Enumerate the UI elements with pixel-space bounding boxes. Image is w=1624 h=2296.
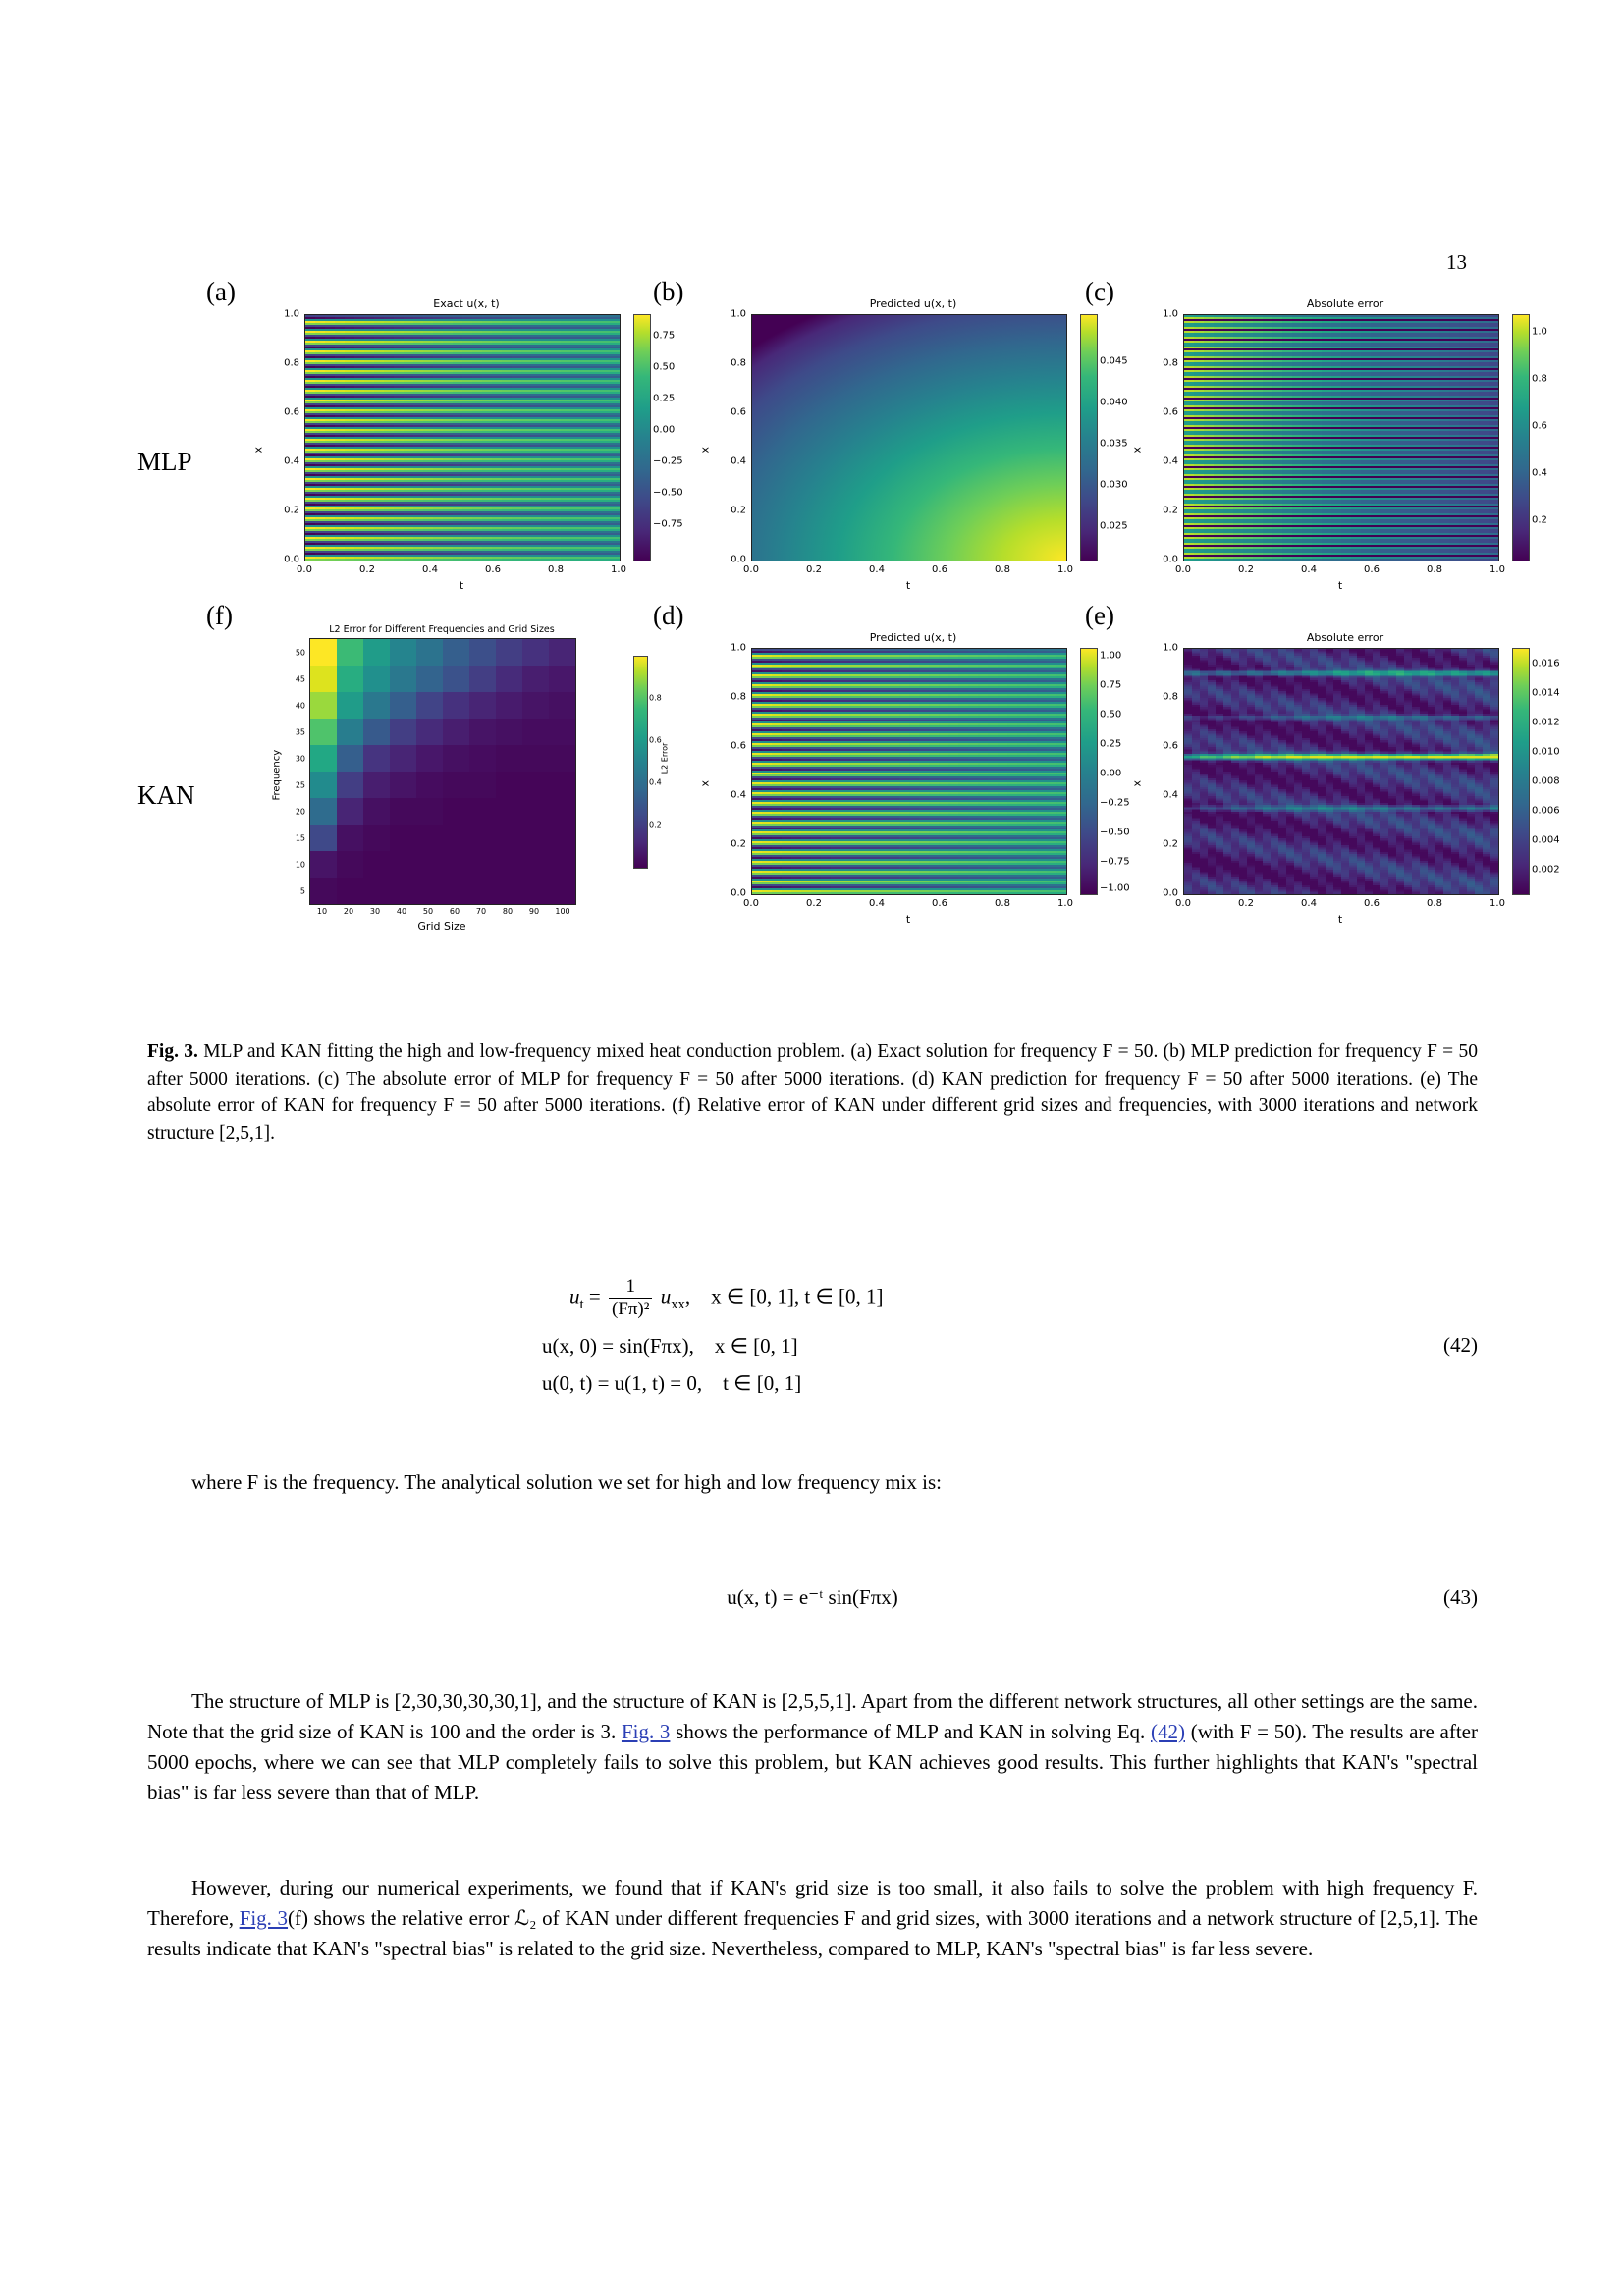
plot-f-ytick-4: 25: [295, 780, 305, 790]
plot-f-xtick-0: 10: [316, 907, 328, 916]
equation-43-body: u(x, t) = e⁻ᵗ sin(Fπx): [727, 1585, 898, 1609]
page-number: 13: [1446, 250, 1467, 274]
figure-caption-text: MLP and KAN fitting the high and low-frequency mixed heat conduction problem. (a) Exact solution for frequency F = 50. (b) MLP prediction for frequency F = 50 after 5000 iterations. (c) The absolute error of MLP for frequency F = 50 after 5000 iterations. (d) KAN prediction for frequency F = 50 after 5000 iterations. (e) The absolute error of KAN for frequency F = 50 after 5000 iterations. (f) Relative error of KAN under different grid sizes and frequencies, with 3000 iterations and network structure [2,5,1].: [147, 1041, 1478, 1145]
plot-a-xlabel: t: [459, 579, 464, 592]
plot-c-ctick-2: 0.6: [1532, 420, 1547, 432]
plot-f-ytick-7: 40: [295, 701, 305, 711]
paragraph-gridsize-a: However, during our numerical experiments, we found that if KAN's grid size is too small, it also fails to solve the problem with high frequency F. Therefore,: [147, 1876, 1478, 1930]
plot-d-ctick-3: 0.25: [1100, 738, 1122, 750]
plot-a-heatmap: [305, 315, 620, 561]
plot-f-ytick-5: 30: [295, 754, 305, 764]
panel-letter-e: (e): [1085, 601, 1114, 630]
equation-42-line-1: $u_t$ = $\frac{1}{\text{(Fπ)²}}$ $u_{xx}$, x ∈ [0, 1], t ∈ [0, 1]: [569, 1276, 884, 1319]
panel-letter-d: (d): [653, 601, 684, 630]
plot-a-ctick-6: −0.75: [653, 518, 683, 530]
plot-b-xtick-0: 0.0: [743, 564, 759, 575]
plot-d-ctick-8: −1.00: [1100, 882, 1130, 894]
plot-d-ytick-3: 0.6: [731, 740, 746, 752]
plot-f-xtick-2: 30: [369, 907, 381, 916]
plot-a-ctick-5: −0.50: [653, 487, 683, 499]
plot-b-xlabel: t: [905, 579, 911, 592]
plot-c-axes: [1183, 314, 1499, 561]
plot-f-heatmap: [310, 639, 575, 904]
plot-b-xtick-4: 0.8: [995, 564, 1010, 575]
plot-a-xtick-0: 0.0: [297, 564, 312, 575]
plot-c-xtick-1: 0.2: [1238, 564, 1254, 575]
plot-b-ytick-4: 0.8: [731, 357, 746, 369]
plot-d-ytick-5: 1.0: [731, 642, 746, 654]
plot-b-ctick-4: 0.025: [1100, 520, 1128, 532]
plot-d-ytick-4: 0.8: [731, 691, 746, 703]
plot-e-ctick-5: 0.006: [1532, 805, 1560, 817]
plot-c-title: Absolute error: [1306, 297, 1384, 310]
plot-c-xtick-5: 1.0: [1489, 564, 1505, 575]
plot-a-xtick-2: 0.4: [422, 564, 438, 575]
plot-f-ytick-2: 15: [295, 833, 305, 843]
plot-f-axes: [309, 638, 576, 905]
plot-e-ctick-0: 0.016: [1532, 658, 1560, 669]
plot-e-ctick-7: 0.002: [1532, 864, 1560, 876]
plot-d-title: Predicted u(x, t): [869, 631, 957, 644]
equation-42-number: (42): [1443, 1333, 1478, 1357]
plot-b-ytick-5: 1.0: [731, 308, 746, 320]
plot-d-ctick-1: 0.75: [1100, 679, 1122, 691]
plot-b-colorbar: [1080, 314, 1098, 561]
plot-c-ctick-0: 1.0: [1532, 326, 1547, 338]
plot-f-title: L2 Error for Different Frequencies and Grid Sizes: [329, 624, 555, 635]
plot-b-xtick-1: 0.2: [806, 564, 822, 575]
plot-f-ctick-1: 0.6: [649, 735, 662, 745]
plot-e-ctick-4: 0.008: [1532, 775, 1560, 787]
plot-b-ylabel: x: [698, 446, 712, 454]
plot-c-ctick-1: 0.8: [1532, 373, 1547, 385]
plot-a-ctick-4: −0.25: [653, 455, 683, 467]
plot-b-xtick-3: 0.6: [932, 564, 947, 575]
plot-c-ytick-1: 0.2: [1163, 505, 1178, 516]
plot-a-xtick-3: 0.6: [485, 564, 501, 575]
plot-b-ctick-2: 0.035: [1100, 438, 1128, 450]
panel-letter-f: (f): [206, 601, 233, 630]
plot-b: [697, 297, 1129, 599]
plot-a-ctick-0: 0.75: [653, 330, 676, 342]
plot-b-ctick-3: 0.030: [1100, 479, 1128, 491]
plot-a-ytick-3: 0.6: [284, 406, 299, 418]
plot-f-ytick-1: 10: [295, 860, 305, 870]
plot-e-colorbar: [1512, 648, 1530, 895]
plot-e-xtick-2: 0.4: [1301, 898, 1317, 909]
paragraph-structure-c: (with F = 50). The results are after 5000 epochs, where we can see that MLP completely fails to solve this problem, but KAN achieves good results. This further highlights that KAN's "spectral bias" is far less severe than that of MLP.: [147, 1719, 1478, 1804]
plot-a-xtick-4: 0.8: [548, 564, 564, 575]
plot-c-xtick-0: 0.0: [1175, 564, 1191, 575]
row-label-kan: KAN: [137, 780, 195, 810]
equation-42-fraction-numerator: 1: [609, 1276, 653, 1299]
plot-a-colorbar: [633, 314, 651, 561]
plot-c-ylabel: x: [1130, 446, 1144, 454]
plot-b-title: Predicted u(x, t): [869, 297, 957, 310]
plot-e-ctick-2: 0.012: [1532, 717, 1560, 728]
equation-42-fraction: [609, 1276, 653, 1321]
plot-f-colorbar: [633, 656, 648, 869]
plot-a-ytick-4: 0.8: [284, 357, 299, 369]
link-fig-3-first[interactable]: Fig. 3: [621, 1719, 671, 1743]
plot-e-xtick-0: 0.0: [1175, 898, 1191, 909]
paragraph-where-f: [147, 1468, 1478, 1498]
plot-e-axes: [1183, 648, 1499, 895]
plot-c-colorbar-labels: [1532, 314, 1591, 560]
panel-letter-b: (b): [653, 277, 684, 306]
plot-d-xtick-2: 0.4: [869, 898, 885, 909]
plot-d-ctick-5: −0.25: [1100, 797, 1130, 809]
plot-f-xtick-7: 80: [502, 907, 514, 916]
plot-e-ylabel: x: [1130, 779, 1144, 787]
plot-f-xtick-3: 40: [396, 907, 407, 916]
plot-b-xtick-5: 1.0: [1057, 564, 1073, 575]
plot-f-ytick-3: 20: [295, 807, 305, 817]
plot-e-ytick-5: 1.0: [1163, 642, 1178, 654]
plot-d-xtick-0: 0.0: [743, 898, 759, 909]
figure-3: [137, 277, 1560, 972]
plot-b-ytick-3: 0.6: [731, 406, 746, 418]
paragraph-where-f-text: where F is the frequency. The analytical solution we set for high and low frequency mix is:: [191, 1470, 942, 1494]
plot-d-xlabel: t: [905, 913, 911, 926]
plot-d-ytick-0: 0.0: [731, 887, 746, 899]
plot-e-xtick-5: 1.0: [1489, 898, 1505, 909]
plot-e-ytick-4: 0.8: [1163, 691, 1178, 703]
plot-f-ytick-8: 45: [295, 674, 305, 684]
equation-43-number: (43): [1443, 1585, 1478, 1609]
plot-a-ctick-3: 0.00: [653, 424, 676, 436]
plot-e-colorbar-labels: [1532, 648, 1591, 893]
plot-c-ytick-5: 1.0: [1163, 308, 1178, 320]
plot-d-ctick-0: 1.00: [1100, 650, 1122, 662]
plot-f-ytick-0: 5: [299, 886, 305, 896]
plot-d-xtick-5: 1.0: [1057, 898, 1073, 909]
plot-d-ctick-7: −0.75: [1100, 856, 1130, 868]
plot-a-ytick-1: 0.2: [284, 505, 299, 516]
paragraph-gridsize: [147, 1873, 1478, 1964]
plot-a-ctick-1: 0.50: [653, 361, 676, 373]
plot-e-ctick-1: 0.014: [1532, 687, 1560, 699]
link-eq-42[interactable]: (42): [1151, 1719, 1185, 1743]
plot-f-ctick-3: 0.2: [649, 820, 662, 829]
plot-f-xtick-9: 100: [555, 907, 570, 916]
plot-a-ytick-2: 0.4: [284, 455, 299, 467]
plot-d-xtick-3: 0.6: [932, 898, 947, 909]
plot-a-axes: [304, 314, 621, 561]
plot-c-ytick-2: 0.4: [1163, 455, 1178, 467]
plot-d-colorbar: [1080, 648, 1098, 895]
equation-42-block: [147, 1276, 1478, 1409]
plot-d-ctick-4: 0.00: [1100, 768, 1122, 779]
plot-c-ctick-4: 0.2: [1532, 514, 1547, 526]
plot-b-axes: [751, 314, 1067, 561]
plot-b-ytick-1: 0.2: [731, 505, 746, 516]
plot-f-xtick-1: 20: [343, 907, 354, 916]
figure-caption: [147, 1039, 1478, 1148]
plot-d-ctick-2: 0.50: [1100, 709, 1122, 721]
panel-letter-c: (c): [1085, 277, 1114, 306]
plot-b-xtick-2: 0.4: [869, 564, 885, 575]
plot-f-xtick-5: 60: [449, 907, 460, 916]
plot-d-axes: [751, 648, 1067, 895]
plot-f-colorbar-label: L2 Error: [660, 742, 670, 774]
plot-a-ylabel: x: [251, 446, 265, 454]
plot-b-ctick-0: 0.045: [1100, 355, 1128, 367]
plot-c-ytick-4: 0.8: [1163, 357, 1178, 369]
plot-a: [250, 297, 683, 599]
plot-b-ctick-1: 0.040: [1100, 397, 1128, 408]
plot-f-xtick-4: 50: [422, 907, 434, 916]
plot-d: [697, 631, 1130, 933]
plot-a-ytick-0: 0.0: [284, 554, 299, 565]
plot-e-xtick-1: 0.2: [1238, 898, 1254, 909]
paragraph-structure: [147, 1686, 1478, 1807]
equation-42-line-1-domain: , x ∈ [0, 1], t ∈ [0, 1]: [684, 1284, 884, 1308]
plot-a-ytick-5: 1.0: [284, 308, 299, 320]
plot-f-xtick-6: 70: [475, 907, 487, 916]
plot-e: [1129, 631, 1561, 933]
plot-e-xlabel: t: [1337, 913, 1343, 926]
plot-c-heatmap: [1184, 315, 1498, 561]
paragraph-structure-b: shows the performance of MLP and KAN in solving Eq.: [670, 1719, 1151, 1743]
plot-a-title: Exact u(x, t): [433, 297, 500, 310]
plot-c-ytick-3: 0.6: [1163, 406, 1178, 418]
plot-e-ytick-1: 0.2: [1163, 838, 1178, 850]
panel-letter-a: (a): [206, 277, 236, 306]
plot-e-ytick-0: 0.0: [1163, 887, 1178, 899]
plot-f-xlabel: Grid Size: [417, 920, 466, 933]
plot-e-heatmap: [1184, 649, 1498, 894]
plot-d-heatmap: [752, 649, 1066, 894]
plot-d-xtick-1: 0.2: [806, 898, 822, 909]
plot-f-ytick-9: 50: [295, 648, 305, 658]
equation-42-line-2: u(x, 0) = sin(Fπx), x ∈ [0, 1]: [542, 1333, 798, 1358]
plot-c: [1129, 297, 1561, 599]
plot-c-colorbar: [1512, 314, 1530, 561]
plot-b-ytick-0: 0.0: [731, 554, 746, 565]
plot-c-xtick-4: 0.8: [1427, 564, 1442, 575]
plot-d-ctick-6: −0.50: [1100, 827, 1130, 838]
plot-e-title: Absolute error: [1306, 631, 1384, 644]
plot-d-ylabel: x: [698, 779, 712, 787]
plot-e-ctick-6: 0.004: [1532, 834, 1560, 846]
plot-c-xlabel: t: [1337, 579, 1343, 592]
plot-a-xtick-1: 0.2: [359, 564, 375, 575]
figure-caption-label: Fig. 3.: [147, 1041, 198, 1062]
plot-e-xtick-3: 0.6: [1364, 898, 1380, 909]
plot-d-ytick-2: 0.4: [731, 789, 746, 801]
plot-f-ytick-6: 35: [295, 727, 305, 737]
equation-42-line-3: u(0, t) = u(1, t) = 0, t ∈ [0, 1]: [542, 1370, 802, 1395]
plot-f: [250, 624, 682, 942]
plot-e-ytick-2: 0.4: [1163, 789, 1178, 801]
plot-b-ytick-2: 0.4: [731, 455, 746, 467]
plot-f-ctick-2: 0.4: [649, 777, 662, 787]
paragraph-structure-a: The structure of MLP is [2,30,30,30,30,1], and the structure of KAN is [2,5,5,1]. Apart from the different network structures, all other settings are the same. Note that the grid size of KAN is 100 and the order is 3.: [147, 1689, 1478, 1743]
plot-d-xtick-4: 0.8: [995, 898, 1010, 909]
equation-42-fraction-denominator: (Fπ)²: [611, 1298, 650, 1319]
plot-c-ctick-3: 0.4: [1532, 467, 1547, 479]
plot-e-ytick-3: 0.6: [1163, 740, 1178, 752]
plot-e-ctick-3: 0.010: [1532, 746, 1560, 758]
plot-f-ylabel: Frequency: [271, 749, 283, 801]
link-fig-3-second[interactable]: Fig. 3: [239, 1905, 289, 1930]
paragraph-gridsize-b: (f) shows the relative error ℒ₂ of KAN under different frequencies F and grid sizes, with 3000 iterations and a network structure of [2,5,1]. The results indicate that KAN's "spectral bias" is related to the grid size. Nevertheless, compared to MLP, KAN's "spectral bias" is far less severe.: [147, 1905, 1478, 1960]
row-label-mlp: MLP: [137, 447, 192, 476]
equation-43-block: [147, 1585, 1478, 1610]
plot-d-ytick-1: 0.2: [731, 838, 746, 850]
plot-f-xtick-8: 90: [528, 907, 540, 916]
plot-a-ctick-2: 0.25: [653, 393, 676, 404]
plot-c-xtick-3: 0.6: [1364, 564, 1380, 575]
plot-c-ytick-0: 0.0: [1163, 554, 1178, 565]
plot-b-heatmap: [752, 315, 1066, 561]
plot-f-ctick-0: 0.8: [649, 693, 662, 703]
plot-c-xtick-2: 0.4: [1301, 564, 1317, 575]
plot-e-xtick-4: 0.8: [1427, 898, 1442, 909]
plot-a-xtick-5: 1.0: [611, 564, 626, 575]
